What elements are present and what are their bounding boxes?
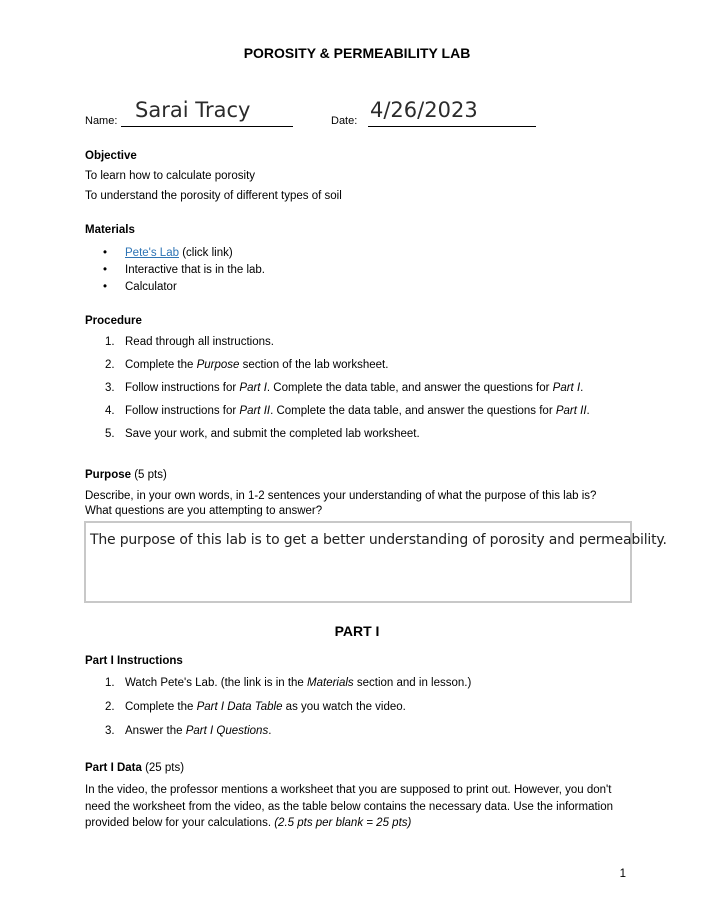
- page-number: 1: [619, 868, 626, 881]
- list-item: • Pete's Lab (click link): [85, 246, 265, 263]
- objective-line-1: To learn how to calculate porosity: [85, 170, 256, 182]
- materials-heading: Materials: [85, 224, 135, 236]
- date-value: 4/26/2023: [370, 97, 478, 122]
- objective-line-2: To understand the porosity of different types of soil: [85, 190, 342, 202]
- list-item: 1. Read through all instructions.: [105, 336, 274, 348]
- part-1-data-heading: Part I Data: [85, 762, 142, 774]
- objective-heading: Objective: [85, 150, 137, 162]
- procedure-heading: Procedure: [85, 315, 142, 327]
- purpose-question: Describe, in your own words, in 1-2 sentences your understanding of what the purpose of this lab is? What questions are you attempting to answer?: [85, 490, 597, 517]
- purpose-heading-line: Purpose (5 pts): [85, 469, 167, 481]
- part-1-data-text: In the video, the professor mentions a worksheet that you are supposed to print out. However, you don't need the worksheet from the video, as the table below contains the necessary data. Use the information provided below for your calculations. (2.5 pts per blank = 25 pts): [85, 784, 614, 830]
- date-label: Date:: [331, 114, 358, 127]
- name-value: Sarai Tracy: [135, 97, 251, 122]
- purpose-answer-box[interactable]: [84, 521, 667, 603]
- list-item: 5. Save your work, and submit the completed lab worksheet.: [105, 427, 420, 440]
- procedure-list: [85, 335, 615, 442]
- part-1-data-heading-line: Part I Data (25 pts): [85, 762, 185, 774]
- list-item: 1. Watch Pete's Lab. (the link is in the Materials section and in lesson.): [105, 677, 472, 689]
- materials-list: [85, 246, 265, 297]
- page-title: POROSITY & PERMEABILITY LAB: [243, 45, 471, 61]
- part-1-instructions-list: [85, 676, 615, 739]
- list-item: 2. Complete the Purpose section of the lab worksheet.: [105, 358, 389, 371]
- name-date-row: [85, 96, 645, 130]
- part-1-instructions-heading: Part I Instructions: [85, 655, 183, 667]
- list-item: 2. Complete the Part I Data Table as you watch the video.: [105, 700, 406, 713]
- date-field[interactable]: [368, 95, 536, 127]
- name-label: Name:: [85, 114, 118, 127]
- list-item: 3. Follow instructions for Part I. Complete the data table, and answer the questions for Part I.: [105, 381, 584, 394]
- part-1-title: PART I: [334, 623, 380, 639]
- purpose-heading: Purpose: [85, 469, 132, 481]
- list-item: 4. Follow instructions for Part II. Complete the data table, and answer the questions for Part II.: [105, 404, 590, 417]
- purpose-answer: The purpose of this lab is to get a better understanding of porosity and permeability.: [90, 532, 667, 548]
- petes-lab-link[interactable]: Pete's Lab: [125, 247, 179, 259]
- name-field[interactable]: [121, 95, 293, 127]
- list-item: • Interactive that is in the lab.: [85, 263, 265, 280]
- list-item: 3. Answer the Part I Questions.: [105, 724, 272, 737]
- list-item: • Calculator: [85, 280, 265, 297]
